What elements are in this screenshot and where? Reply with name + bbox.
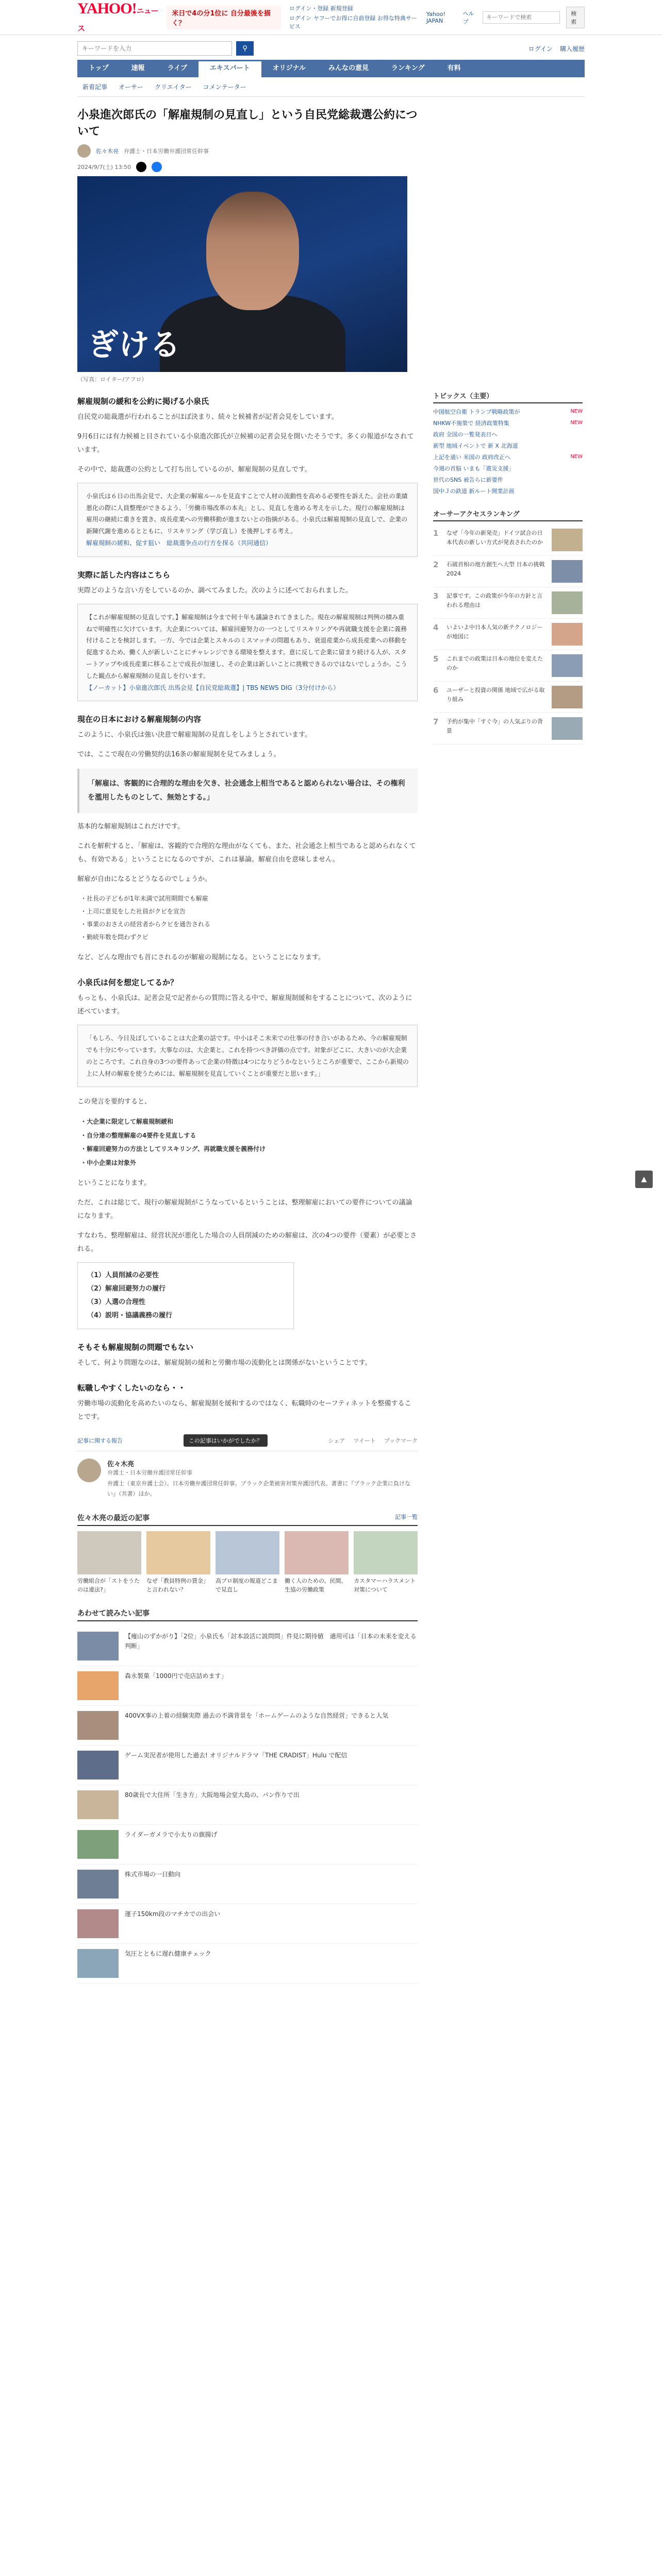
paragraph: 労働市場の流動化を高めたいのなら、解雇規制を緩和するのではなく、転職時のセーフティネットを整備することです。 [77,1400,411,1421]
topic-item[interactable] [433,406,583,418]
list-item[interactable] [77,1825,418,1865]
subnav-author[interactable]: オーサー [119,83,144,91]
ranking-item[interactable] [433,556,583,587]
yahoo-japan-link[interactable]: Yahoo! JAPAN [426,10,445,24]
paragraph: 基本的な解雇規制はこれだけです。 [77,822,184,831]
paragraph: その中で、総裁選の公約として打ち出しているのが、解雇規制の見直しです。 [77,465,311,473]
list-item: （3）人選の合理性 [87,1298,146,1307]
section-heading-3: 現在の日本における解雇規制の内容 [77,715,202,724]
card-title: なぜ「教員特例の賃金」と言われない？ [146,1577,209,1594]
thumbnail [77,1671,119,1700]
thumbnail [77,1870,119,1899]
author-info [107,1459,418,1499]
list-item[interactable] [77,1904,418,1944]
quote-text: 小泉氏は６日の出馬会見で、大企業の解雇ルールを見直すことで人材の流動性を高める必要性を訴えた。会社の業績悪化の際に人員整理ができるよう、「労働市場改革の本丸」とし、見直しを進める考えを示した。現行の解雇規制は雇用の継続に重きを置き、成長産業への労働移動が進まないとの指摘がある。小泉氏は解雇規制の見直しで、企業の新陳代謝を進めるとともに、リスキリング（学び直し）を後押しする考え。 [86,492,408,535]
ranking-item[interactable] [433,650,583,682]
content-wrap [0,97,662,1989]
nav-tab-paid[interactable]: 有料 [447,64,461,72]
quote-box-2 [77,604,418,702]
ranking-item[interactable] [433,587,583,619]
nav-tab-opinions[interactable]: みんなの意見 [328,64,369,72]
rank-thumbnail [552,529,583,551]
thumbnail [77,1830,119,1859]
topic-link[interactable]: 上記を通い 米国の 政府改正へ [433,454,510,461]
recent-more-link[interactable]: 記事一覧 [395,1513,418,1520]
rank-title: 記事です。この政策が今年の方針と言われる理由は [446,592,543,608]
main-nav [77,60,585,77]
list-item: （4）説明・協議義務の履行 [87,1312,173,1320]
list-item[interactable] [77,1944,418,1984]
header-ticker[interactable]: 米日で4の分1位に 自分最後を描く？ [167,6,281,29]
card-title: カスタマーハラスメント対策について [354,1577,416,1594]
search-row [0,35,662,60]
item-title: 森永製菓「1000円で売店詰めます」 [125,1672,227,1680]
thumbnail [77,1790,119,1819]
article-card[interactable] [285,1531,349,1595]
rank-number: 2 [433,560,439,569]
nav-tab-top[interactable]: トップ [89,64,109,72]
paragraph: など、どんな理由でも首にされるのが解雇の規制になる。ということになります。 [77,954,325,962]
four-requirements-box [77,1262,294,1329]
nav-tab-expert[interactable]: エキスパート [198,60,261,77]
back-to-top-button[interactable]: ▲ [635,1171,653,1188]
paragraph: 自民党の総裁選が行われることがほぼ決まり、続々と候補者が記者会見をしています。 [77,413,338,421]
author-role: 弁護士・日本労働弁護団常任幹事 [124,147,209,155]
subnav-new[interactable]: 新着記事 [82,83,108,91]
topic-item[interactable] [433,474,583,486]
rank-number: 7 [433,717,439,726]
quote-box-3 [77,1025,418,1087]
author-box-name[interactable]: 佐々木亮 [107,1461,135,1469]
topic-link[interactable]: 新型 地域イベントで 新 X 北海道 [433,443,518,449]
item-title: 株式市場の一日動向 [125,1870,181,1878]
item-title: ライダーガメラで小太りの旗揚げ [125,1831,218,1838]
hero-image [77,176,407,372]
paragraph: そして、何より問題なのは、解雇規制の緩和と労働市場の流動化とは関係がないということです。 [77,1359,372,1367]
list-item: ・上司に意見をした社員がクビを宣告 [80,907,186,915]
rank-title: 予約が集中「すぐ今」の人気ぶりの背景 [446,718,543,734]
author-avatar[interactable] [77,144,91,158]
topics-title: トピックス（主要） [433,391,583,403]
author-name[interactable]: 佐々木亮 [96,147,119,155]
paragraph: このように、小泉氏は強い決意で解雇規制の見直しをしようとされています。 [77,731,311,739]
ranking-item[interactable] [433,713,583,744]
rank-number: 3 [433,591,439,601]
quote-text: 【これが解雇規制の見直しです。】解雇規制は今まで何十年も議論されてきました。現在の解雇規制は判例の積み重ねで明確性に欠けています。大企業については、解雇回避努力の一つとしてリスキリングや再就職支援を企業に義務付けることを検討します。一方、今では企業とスキルのミスマッチの問題もあり、衰退産業から成長産業への移動を促進するため、働く人が新しいことにチャレンジできる環境を整えます。意に反して企業に留まり続ける人が、スタートアップや成長産業に移ることで成長が加速し、その企業は新しいことに挑戦できるのではないでしょうか。こうした観点から解雇規制の見直しを行います。 [86,613,407,680]
list-item[interactable] [77,1666,418,1706]
item-title: ゲーム実況者が使用した過去! オリジナルドラマ「THE CRADIST」Hulu で配信 [125,1751,347,1759]
article-card[interactable] [77,1531,141,1595]
article-card[interactable] [354,1531,418,1595]
list-item: （2）解雇回避努力の履行 [87,1285,166,1293]
ranking-title: オーサーアクセスランキング [433,509,583,521]
thumbnail [77,1632,119,1660]
list-item[interactable] [77,1706,418,1745]
share-buttons [328,1436,418,1445]
news-search-input[interactable] [77,41,232,56]
list-item: ・社長の子どもが1年未満で試用期間でも解雇 [80,894,208,902]
author-bio: 弁護士（東京弁護士会）。日本労働弁護団常任幹事。ブラック企業被害対策弁護団代表。著書に『ブラック企業に負けない』（共著）ほか。 [107,1480,411,1497]
rank-thumbnail [552,654,583,677]
register-link[interactable]: ログイン・登録 新規登録 [289,5,353,12]
rank-number: 6 [433,686,439,695]
list-item[interactable] [77,1865,418,1904]
card-thumbnail [285,1531,349,1574]
nav-tab-live[interactable]: ライブ [167,64,187,72]
quote-source-link[interactable]: 解雇規制の緩和、促す狙い 総裁選争点の行方を探る（共同通信） [86,539,272,547]
topic-item[interactable] [433,440,583,452]
rank-thumbnail [552,623,583,646]
login-link[interactable]: ログイン ヤフーでお得に自前登録 お得な特典サービス [289,15,417,30]
x-share-icon[interactable] [136,162,146,172]
nav-tab-original[interactable]: オリジナル [272,64,306,72]
topic-item[interactable] [433,452,583,463]
related-header [77,1608,418,1621]
topic-link[interactable]: 世代のSNS 被告らに新要件 [433,477,503,483]
list-item: （1）人員削減の必要性 [87,1272,159,1280]
paragraph: もっとも、小泉氏は、記者会見で記者からの質問に答える中で、解雇規制緩和をすることについて、次のように述べています。 [77,994,412,1016]
search-right-links [528,44,585,53]
list-item: ・自分達の整理解雇の4要件を見直しする [80,1131,196,1139]
thumbnail [77,1909,119,1938]
rank-title: ユーザーと投資の関係 地域で広がる取り組み [446,687,545,703]
item-title: 80歳長で大住所「生き方」大阪地場会堂大島の、パン作りで出 [125,1791,300,1799]
paragraph: ということになります。 [77,1179,151,1188]
list-item: ・解雇回避努力の方法としてリスキリング、再就職支援を義務付け [80,1145,266,1153]
sidebar [433,102,583,1984]
yahoo-news-logo[interactable] [77,0,158,35]
top-search-button[interactable]: 検索 [566,7,585,28]
list-item: ・中小企業は対象外 [80,1159,137,1166]
hero-backdrop-text: ぎける [88,327,180,363]
section-heading-5: そもそも解雇規制の問題でもない [77,1343,194,1352]
list-item[interactable] [77,1745,418,1785]
top-header [0,0,662,35]
list-item[interactable] [77,1626,418,1666]
card-thumbnail [216,1531,279,1574]
dismissal-examples-list [80,892,418,944]
subnav-commentator[interactable]: コメンテーター [203,83,246,91]
topic-item[interactable] [433,429,583,440]
header-account-links [289,4,418,30]
hero-face [206,192,299,310]
section-heading-4: 小泉氏は何を想定してるか？ [77,978,178,988]
section-heading-2: 実際に話した内容はこちら [77,570,171,580]
quote-text: 「もしろ、今日及ぼしていることは大企業の話です。中小はそこ未来での仕事の付き合いがあるため、今の解雇規制でも十分にやっています。大事なのは、大企業と。これを持つべき評価の点です。対象がどこに、大きいのが大企業のところです。これ自身の3つの要件あって企業の特徴は4つになりどうかなというところが重要で、ここから新規の上に人材の解雇を使うためには、解雇規制を見直していくことが重要だと思います。」 [86,1035,409,1077]
topic-link[interactable]: NHKW不施策で 経済政策特集 [433,420,509,427]
rank-title: これまでの政策は日本の地位を変えたのか [446,655,543,671]
article-card[interactable] [216,1531,279,1595]
author-box [77,1451,418,1499]
feedback-bubble: この記事はいかがでしたか？ [184,1434,268,1447]
paragraph: ただ、これは総じて、現行の解雇規制がこうなっているということは、整理解雇においての要件についての議論になります。 [77,1199,412,1221]
bookmark-button[interactable]: ブックマーク [384,1437,418,1445]
card-title: 働く人のための、民間、生協の労働政策 [285,1577,347,1594]
header-right [426,7,585,28]
item-title: 400VX事の上着の経験実際 過去の不満背景を「ホームゲームのような自然経営」できると人気 [125,1711,389,1719]
purchase-history-link[interactable]: 購入履歴 [559,45,585,53]
facebook-share-icon[interactable] [152,162,162,172]
list-item: ・大企業に限定して解雇規制緩和 [80,1118,174,1126]
law-quote: 「解雇は、客観的に合理的な理由を欠き、社会通念上相当であると認められない場合は、その権利を濫用したものとして、無効とする。」 [77,769,418,812]
list-item[interactable] [77,1785,418,1825]
topic-link[interactable]: 今週の首脳 いまも「震災支援」 [433,465,515,472]
top-search-input[interactable] [483,11,560,24]
report-link[interactable]: 記事に関する報告 [77,1437,123,1445]
ranking-box [433,509,583,744]
rank-thumbnail [552,591,583,614]
article-meta [77,162,418,172]
quote-box-1 [77,483,418,557]
recent-articles-title: 佐々木亮の最近の記事 [77,1514,150,1522]
paragraph: 解雇が自由になるとどうなるのでしょうか。 [77,875,212,883]
thumbnail [77,1751,119,1780]
rank-number: 4 [433,623,439,632]
rank-thumbnail [552,686,583,708]
paragraph: では、ここで現在の労働契約法16条の解雇規制を見てみましょう。 [77,751,280,759]
rank-thumbnail [552,560,583,583]
topics-list [433,406,583,497]
new-badge: NEW [570,454,583,460]
logo-sub: ニュース [77,7,158,33]
login-button[interactable]: ログイン [528,45,553,53]
card-title: 労働組合が「ストをうたのは違法?」 [77,1577,140,1594]
thumbnail [77,1949,119,1978]
tweet-button[interactable]: ツイート [353,1437,376,1445]
article-title: 小泉進次郎氏の「解雇規制の見直し」という自民党総裁選公約について [77,109,418,138]
topic-item[interactable] [433,463,583,474]
paragraph: すなわち、整理解雇は、経営状況が悪化した場合の人員削減のための解雇は、次の4つの要件（要素）が必要とされる。 [77,1232,417,1253]
author-avatar-large[interactable] [77,1459,101,1482]
related-title: あわせて読みたい記事 [77,1609,150,1618]
share-row [77,1434,418,1447]
sub-nav [77,77,585,97]
article-date: 2024/9/7(土) 13:50 [77,163,131,171]
section-heading-6: 転職しやすくしたいのなら・・ [77,1383,186,1393]
topic-link[interactable]: 国中Ｊの鉄道 新ルート開業計画 [433,488,515,495]
rank-title: 石破首相の地方創生へ大型 日本の挑戦2024 [446,561,545,577]
recent-cards [77,1531,418,1595]
subnav-creator[interactable]: クリエイター [155,83,192,91]
article-main [77,102,418,1984]
card-title: 高プロ制度の報道どこまで見直し [216,1577,278,1594]
rank-title: なぜ「今年の新発売」ドイツ試合の日本代表の新しい方式が発表されたのか [446,530,543,546]
topic-link[interactable]: 政府 全国の一覧発表日へ [433,431,498,438]
topic-item[interactable] [433,418,583,429]
new-badge: NEW [570,409,583,414]
summary-list [80,1115,418,1170]
paragraph: この発言を要約すると、 [77,1098,152,1106]
related-list [77,1626,418,1984]
search-icon[interactable]: ⚲ [236,41,254,56]
share-button[interactable]: シェア [328,1437,345,1445]
quote-source-link[interactable]: 【ノーカット】小泉進次郎氏 出馬会見【自民党総裁選】| TBS NEWS DIG（3分付けから） [86,684,340,691]
paragraph: 実際どのような言い方をしているのか、調べてみました。次のように述べておられました。 [77,586,353,595]
card-thumbnail [146,1531,210,1574]
item-title: 運子150km段のマチカでの出会い [125,1910,221,1918]
ranking-item[interactable] [433,619,583,650]
rank-number: 1 [433,529,439,538]
recent-articles-header [77,1513,418,1526]
topic-link[interactable]: 中国航空自衛 トランプ戦略政策が [433,409,520,415]
new-badge: NEW [570,420,583,426]
byline [77,144,418,158]
item-title: 気圧とともに遅れ健康チェック [125,1950,211,1957]
paragraph: これを解釈すると、「解雇は、客観的で合理的な理由がなくても、また、社会通念上相当であると認められなくても、有効である」ということになるのですが、これは暴論。解雇自由を意味しません。 [77,842,416,863]
card-thumbnail [77,1531,141,1574]
article-card[interactable] [146,1531,210,1595]
ranking-item[interactable] [433,524,583,556]
article-body [77,396,418,1424]
author-box-role: 弁護士・日本労働弁護団常任幹事 [107,1469,192,1477]
section-heading-1: 解雇規制の緩和を公約に掲げる小泉氏 [77,396,209,406]
rank-thumbnail [552,717,583,740]
topics-box [433,391,583,497]
item-title: 【痩山のずかがり】「2位」小泉氏も「討本設活に説問問」件見に期待値 適用可は「日本の未来を変える判断」 [125,1632,417,1650]
nav-tab-breaking[interactable]: 速報 [131,64,145,72]
card-thumbnail [354,1531,418,1574]
nav-tab-ranking[interactable]: ランキング [391,64,425,72]
list-item: ・勤続年数を問わずクビ [80,934,148,941]
thumbnail [77,1711,119,1740]
logo-text: YAHOO! [77,0,137,17]
list-item: ・事業のおさえの経営者からクビを通告される [80,920,211,928]
topic-item[interactable] [433,486,583,497]
ranking-item[interactable] [433,682,583,713]
help-link[interactable]: ヘルプ [462,10,474,25]
hero-caption: （写真：ロイター/アフロ） [77,376,147,383]
rank-number: 5 [433,654,439,664]
sidebar-spacer [433,102,583,391]
rank-title: いよいよ中日本人気の新テクノロジーが地図に [446,624,543,640]
paragraph: 9月6日には有力候補と目されている小泉進次郎氏が立候補の記者会見を開いたそうです。多くの報道がなされています。 [77,432,414,454]
